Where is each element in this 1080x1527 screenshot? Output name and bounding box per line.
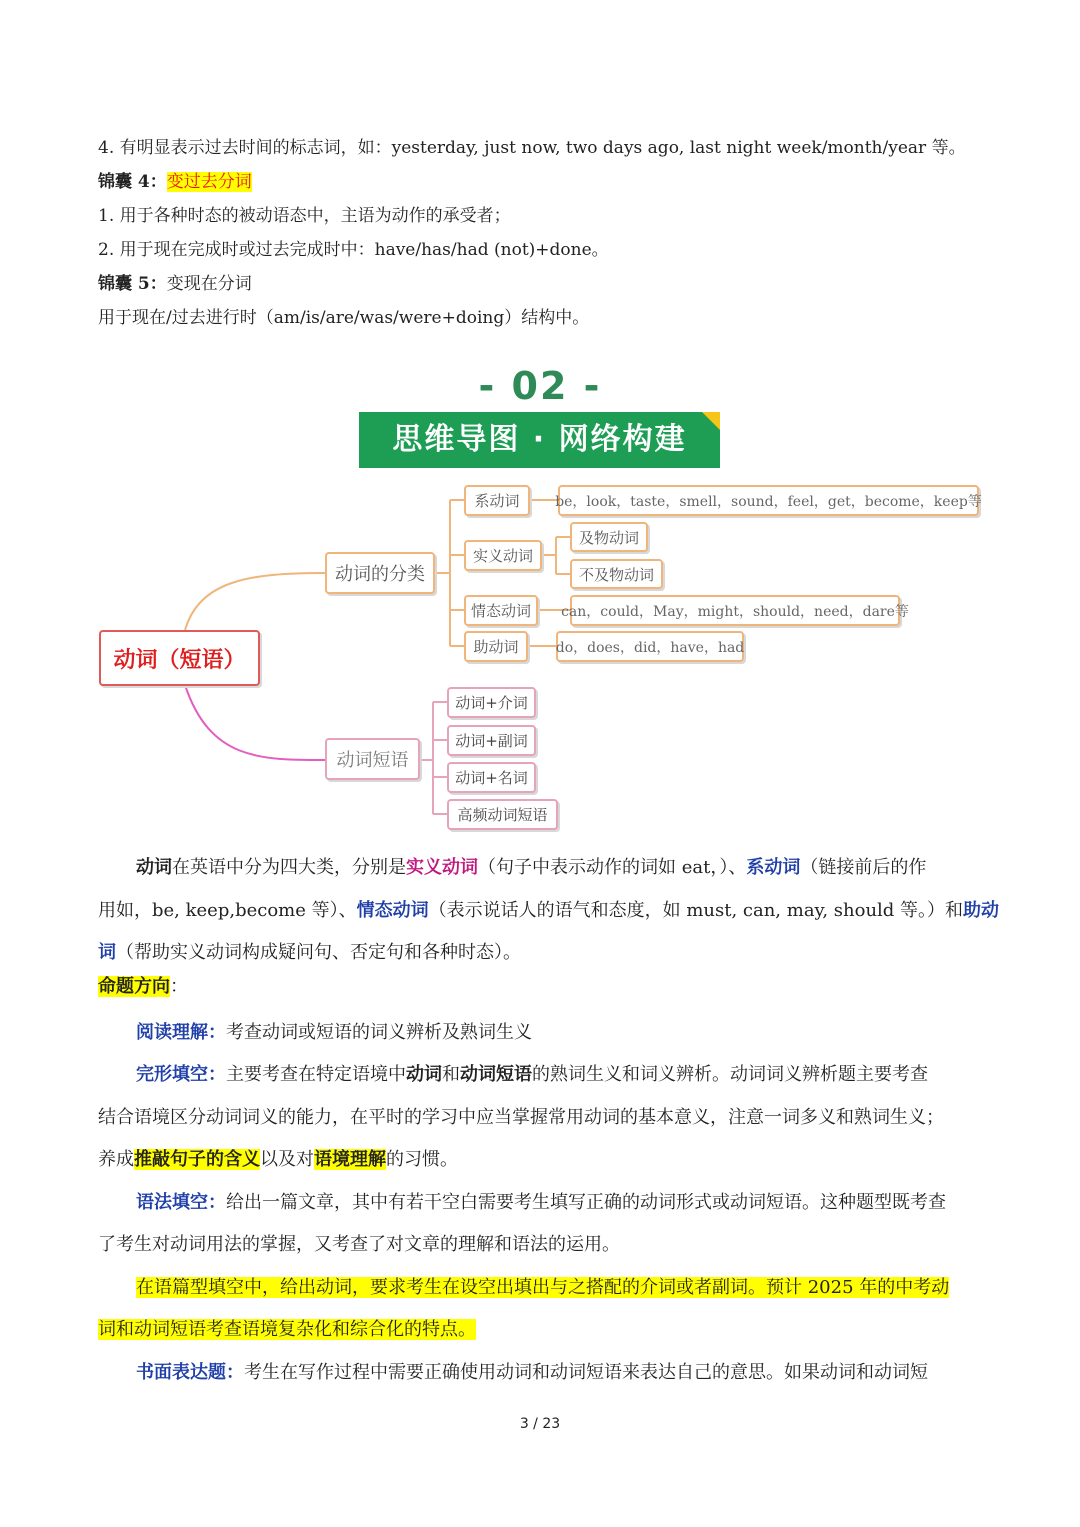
tip4-label: 锦囊 4： [98, 172, 167, 192]
intro-line2 [98, 896, 1000, 922]
intro-aux-part1: 助动 [963, 900, 1000, 921]
cloze-label: 完形填空： [136, 1064, 226, 1085]
tip4-item2: 2. 用于现在完成时或过去完成时中：have/has/had (not)+done。 [98, 240, 609, 260]
intro-aux-part2: 词 [98, 942, 116, 963]
reading-label: 阅读理解： [136, 1022, 226, 1043]
cloze-text-3: 养成 [98, 1149, 134, 1170]
connector-root-phrases [185, 685, 325, 760]
cloze-verb-phrase: 动词短语 [460, 1064, 532, 1085]
grammar-highlight-line1 [136, 1273, 1026, 1299]
intro-text-3: （链接前后的作 [800, 857, 927, 878]
grammar-line2: 了考生对动词用法的掌握，又考查了对文章的理解和语法的运用。 [98, 1234, 620, 1255]
writing-label: 书面表达题： [136, 1362, 244, 1383]
node-transitive: 及物动词 [570, 522, 648, 552]
node-phrase-verb-prep: 动词+介词 [447, 687, 536, 718]
node-phrase-verb-adv: 动词+副词 [447, 725, 536, 756]
mindmap-root-node: 动词（短语） [99, 630, 260, 686]
intro-verb: 动词 [136, 857, 172, 878]
mindmap-classify-node: 动词的分类 [325, 552, 435, 594]
intro-link-verb: 系动词 [746, 857, 801, 878]
cloze-line1 [136, 1060, 1026, 1086]
direction-label: 命题方向 [98, 976, 170, 997]
cloze-verb: 动词 [406, 1064, 442, 1085]
intro-notional: 实义动词 [406, 857, 478, 878]
node-aux-examples: do，does，did，have，had [556, 631, 744, 662]
tip5-title: 变现在分词 [166, 274, 252, 294]
tip5-label: 锦囊 5： [98, 274, 167, 294]
tip5-heading [98, 273, 252, 295]
grammar-line1 [136, 1188, 1026, 1214]
grammar-label: 语法填空： [136, 1192, 226, 1213]
node-notional-verb: 实义动词 [464, 540, 542, 571]
intro-text-1: 在英语中分为四大类，分别是 [172, 857, 406, 878]
section-banner-title: 思维导图 · 网络构建 [392, 422, 687, 457]
tip4-heading [98, 171, 252, 193]
node-modal-verb: 情态动词 [464, 595, 538, 626]
page-number: 3 / 23 [519, 1416, 561, 1432]
cloze-highlight-1: 推敲句子的含义 [134, 1149, 260, 1170]
past-tense-signal-words: 4. 有明显表示过去时间的标志词，如：yesterday, just now, two days ago, last night week/month/year 等。 [98, 138, 966, 158]
reading-line [136, 1018, 1026, 1044]
cloze-text-1: 主要考查在特定语境中 [226, 1064, 406, 1085]
cloze-line2: 结合语境区分动词词义的能力，在平时的学习中应当掌握常用动词的基本意义，注意一词多义和熟词生义； [98, 1107, 944, 1128]
intro-text-6: （帮助实义动词构成疑问句、否定句和各种时态）。 [116, 942, 521, 963]
intro-modal: 情态动词 [356, 900, 429, 921]
node-modal-examples: can，could，May，might，should，need，dare等 [570, 595, 900, 626]
cloze-and: 和 [442, 1064, 460, 1085]
grammar-highlight-2: 词和动词短语考查语境复杂化和综合化的特点。 [98, 1319, 476, 1340]
direction-colon: ： [170, 976, 188, 997]
cloze-line3 [98, 1145, 988, 1171]
node-link-verb: 系动词 [464, 485, 530, 516]
writing-text: 考生在写作过程中需要正确使用动词和动词短语来表达自己的意思。如果动词和动词短 [244, 1362, 928, 1383]
intro-text-4: 用如，be, keep,become 等）、 [98, 900, 357, 921]
grammar-highlight-1: 在语篇型填空中，给出动词，要求考生在设空出填出与之搭配的介词或者副词。预计 2025 年的中考动 [136, 1277, 950, 1298]
node-phrase-verb-noun: 动词+名词 [447, 762, 536, 793]
node-intransitive: 不及物动词 [570, 559, 663, 589]
tip4-item1: 1. 用于各种时态的被动语态中，主语为动作的承受者； [98, 206, 511, 226]
tip4-title: 变过去分词 [166, 172, 252, 192]
tip5-desc: 用于现在/过去进行时（am/is/are/was/were+doing）结构中。 [98, 308, 590, 328]
node-aux-verb: 助动词 [464, 631, 528, 662]
writing-line [136, 1358, 1026, 1384]
grammar-highlight-line2 [98, 1315, 988, 1341]
mindmap-phrases-node: 动词短语 [325, 738, 420, 780]
intro-text-5: （表示说话人的语气和态度，如 must, can, may, should 等。）和 [428, 900, 964, 921]
connector-root-classify [185, 573, 325, 630]
intro-line3 [98, 938, 988, 964]
cloze-text-2: 的熟词生义和词义辨析。动词词义辨析题主要考查 [532, 1064, 928, 1085]
cloze-text-5: 的习惯。 [386, 1149, 458, 1170]
intro-text-2: （句子中表示动作的词如 eat，）、 [478, 857, 747, 878]
reading-text: 考查动词或短语的词义辨析及熟词生义 [226, 1022, 532, 1043]
intro-line1 [136, 853, 1026, 879]
section-number: - 02 - [478, 364, 602, 408]
grammar-text-1: 给出一篇文章，其中有若干空白需要考生填写正确的动词形式或动词短语。这种题型既考查 [226, 1192, 946, 1213]
node-link-verb-examples: be，look，taste，smell，sound，feel，get，become，keep等 [558, 485, 979, 516]
cloze-text-4: 以及对 [260, 1149, 314, 1170]
node-phrase-frequent: 高频动词短语 [447, 799, 558, 830]
direction-heading [98, 972, 988, 998]
section-banner [359, 412, 720, 468]
banner-corner-decoration [702, 412, 720, 430]
cloze-highlight-2: 语境理解 [314, 1149, 386, 1170]
